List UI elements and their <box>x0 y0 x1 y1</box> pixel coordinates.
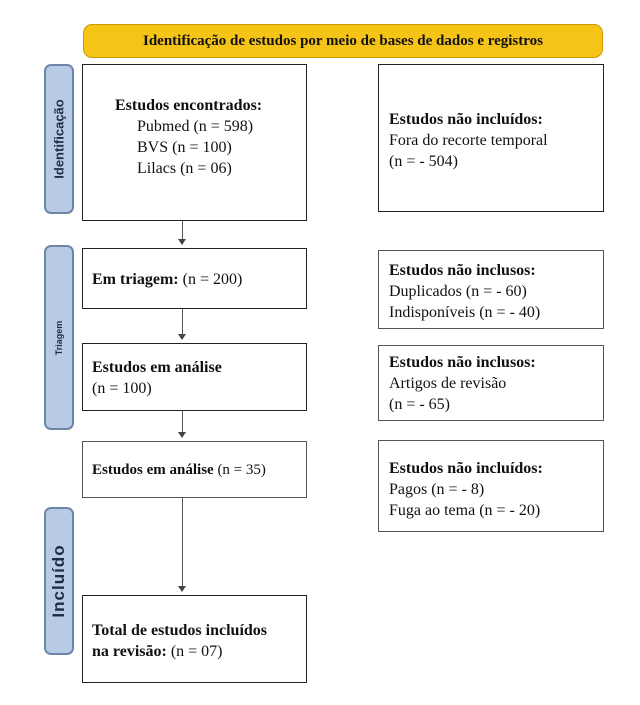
analise2-label: Estudos em análise <box>92 462 214 478</box>
box1-title: Estudos não incluídos: <box>389 111 543 128</box>
box-nao-inclusos-2 <box>378 250 604 329</box>
box2-title: Estudos não inclusos: <box>389 262 536 279</box>
box-estudos-analise-2 <box>82 441 307 498</box>
box-nao-incluidos-1 <box>378 64 604 212</box>
triagem-count: (n = 200) <box>182 271 243 288</box>
box-total-incluidos <box>82 595 307 683</box>
box-estudos-analise-1 <box>82 343 307 411</box>
box4-line1: Pagos (n = - 8) <box>389 481 485 498</box>
box2-line1: Duplicados (n = - 60) <box>389 283 527 300</box>
box-em-triagem <box>82 248 307 309</box>
phase-identificacao-label: Identificação <box>51 99 67 179</box>
analise1-label: Estudos em análise <box>92 359 222 376</box>
arrow-down-1 <box>182 221 183 244</box>
box-estudos-encontrados <box>82 64 307 221</box>
phase-identificacao <box>44 64 74 214</box>
box1-line1: Fora do recorte temporal <box>389 132 548 149</box>
box3-line2: (n = - 65) <box>389 396 451 413</box>
phase-triagem <box>44 245 74 430</box>
header-title: Identificação de estudos por meio de bases de dados e registros <box>142 33 543 49</box>
total-count: (n = 07) <box>170 643 223 660</box>
phase-incluido-label: Incluído <box>49 544 68 618</box>
triagem-label: Em triagem: <box>92 271 179 288</box>
encontrados-item-lilacs: Lilacs (n = 06) <box>137 160 232 177</box>
box4-line2: Fuga ao tema (n = - 20) <box>389 502 541 519</box>
analise1-count: (n = 100) <box>92 380 152 397</box>
encontrados-item-bvs: BVS (n = 100) <box>137 139 232 156</box>
encontrados-item-pubmed: Pubmed (n = 598) <box>137 118 254 135</box>
phase-triagem-label: Triagem <box>54 320 64 355</box>
encontrados-title: Estudos encontrados: <box>115 97 263 114</box>
arrow-down-3 <box>182 411 183 437</box>
box3-line1: Artigos de revisão <box>389 375 507 392</box>
total-line1: Total de estudos incluídos <box>92 622 268 639</box>
total-line2: na revisão: <box>92 643 167 660</box>
diagram-header <box>83 24 603 58</box>
box3-title: Estudos não inclusos: <box>389 354 536 371</box>
phase-incluido <box>44 507 74 655</box>
box1-line2: (n = - 504) <box>389 153 459 170</box>
arrow-down-4 <box>182 498 183 591</box>
box2-line2: Indisponíveis (n = - 40) <box>389 304 541 321</box>
arrow-down-2 <box>182 309 183 339</box>
analise2-count: (n = 35) <box>217 462 266 478</box>
box-nao-incluidos-4 <box>378 440 604 532</box>
box-nao-inclusos-3 <box>378 345 604 421</box>
box4-title: Estudos não incluídos: <box>389 460 543 477</box>
